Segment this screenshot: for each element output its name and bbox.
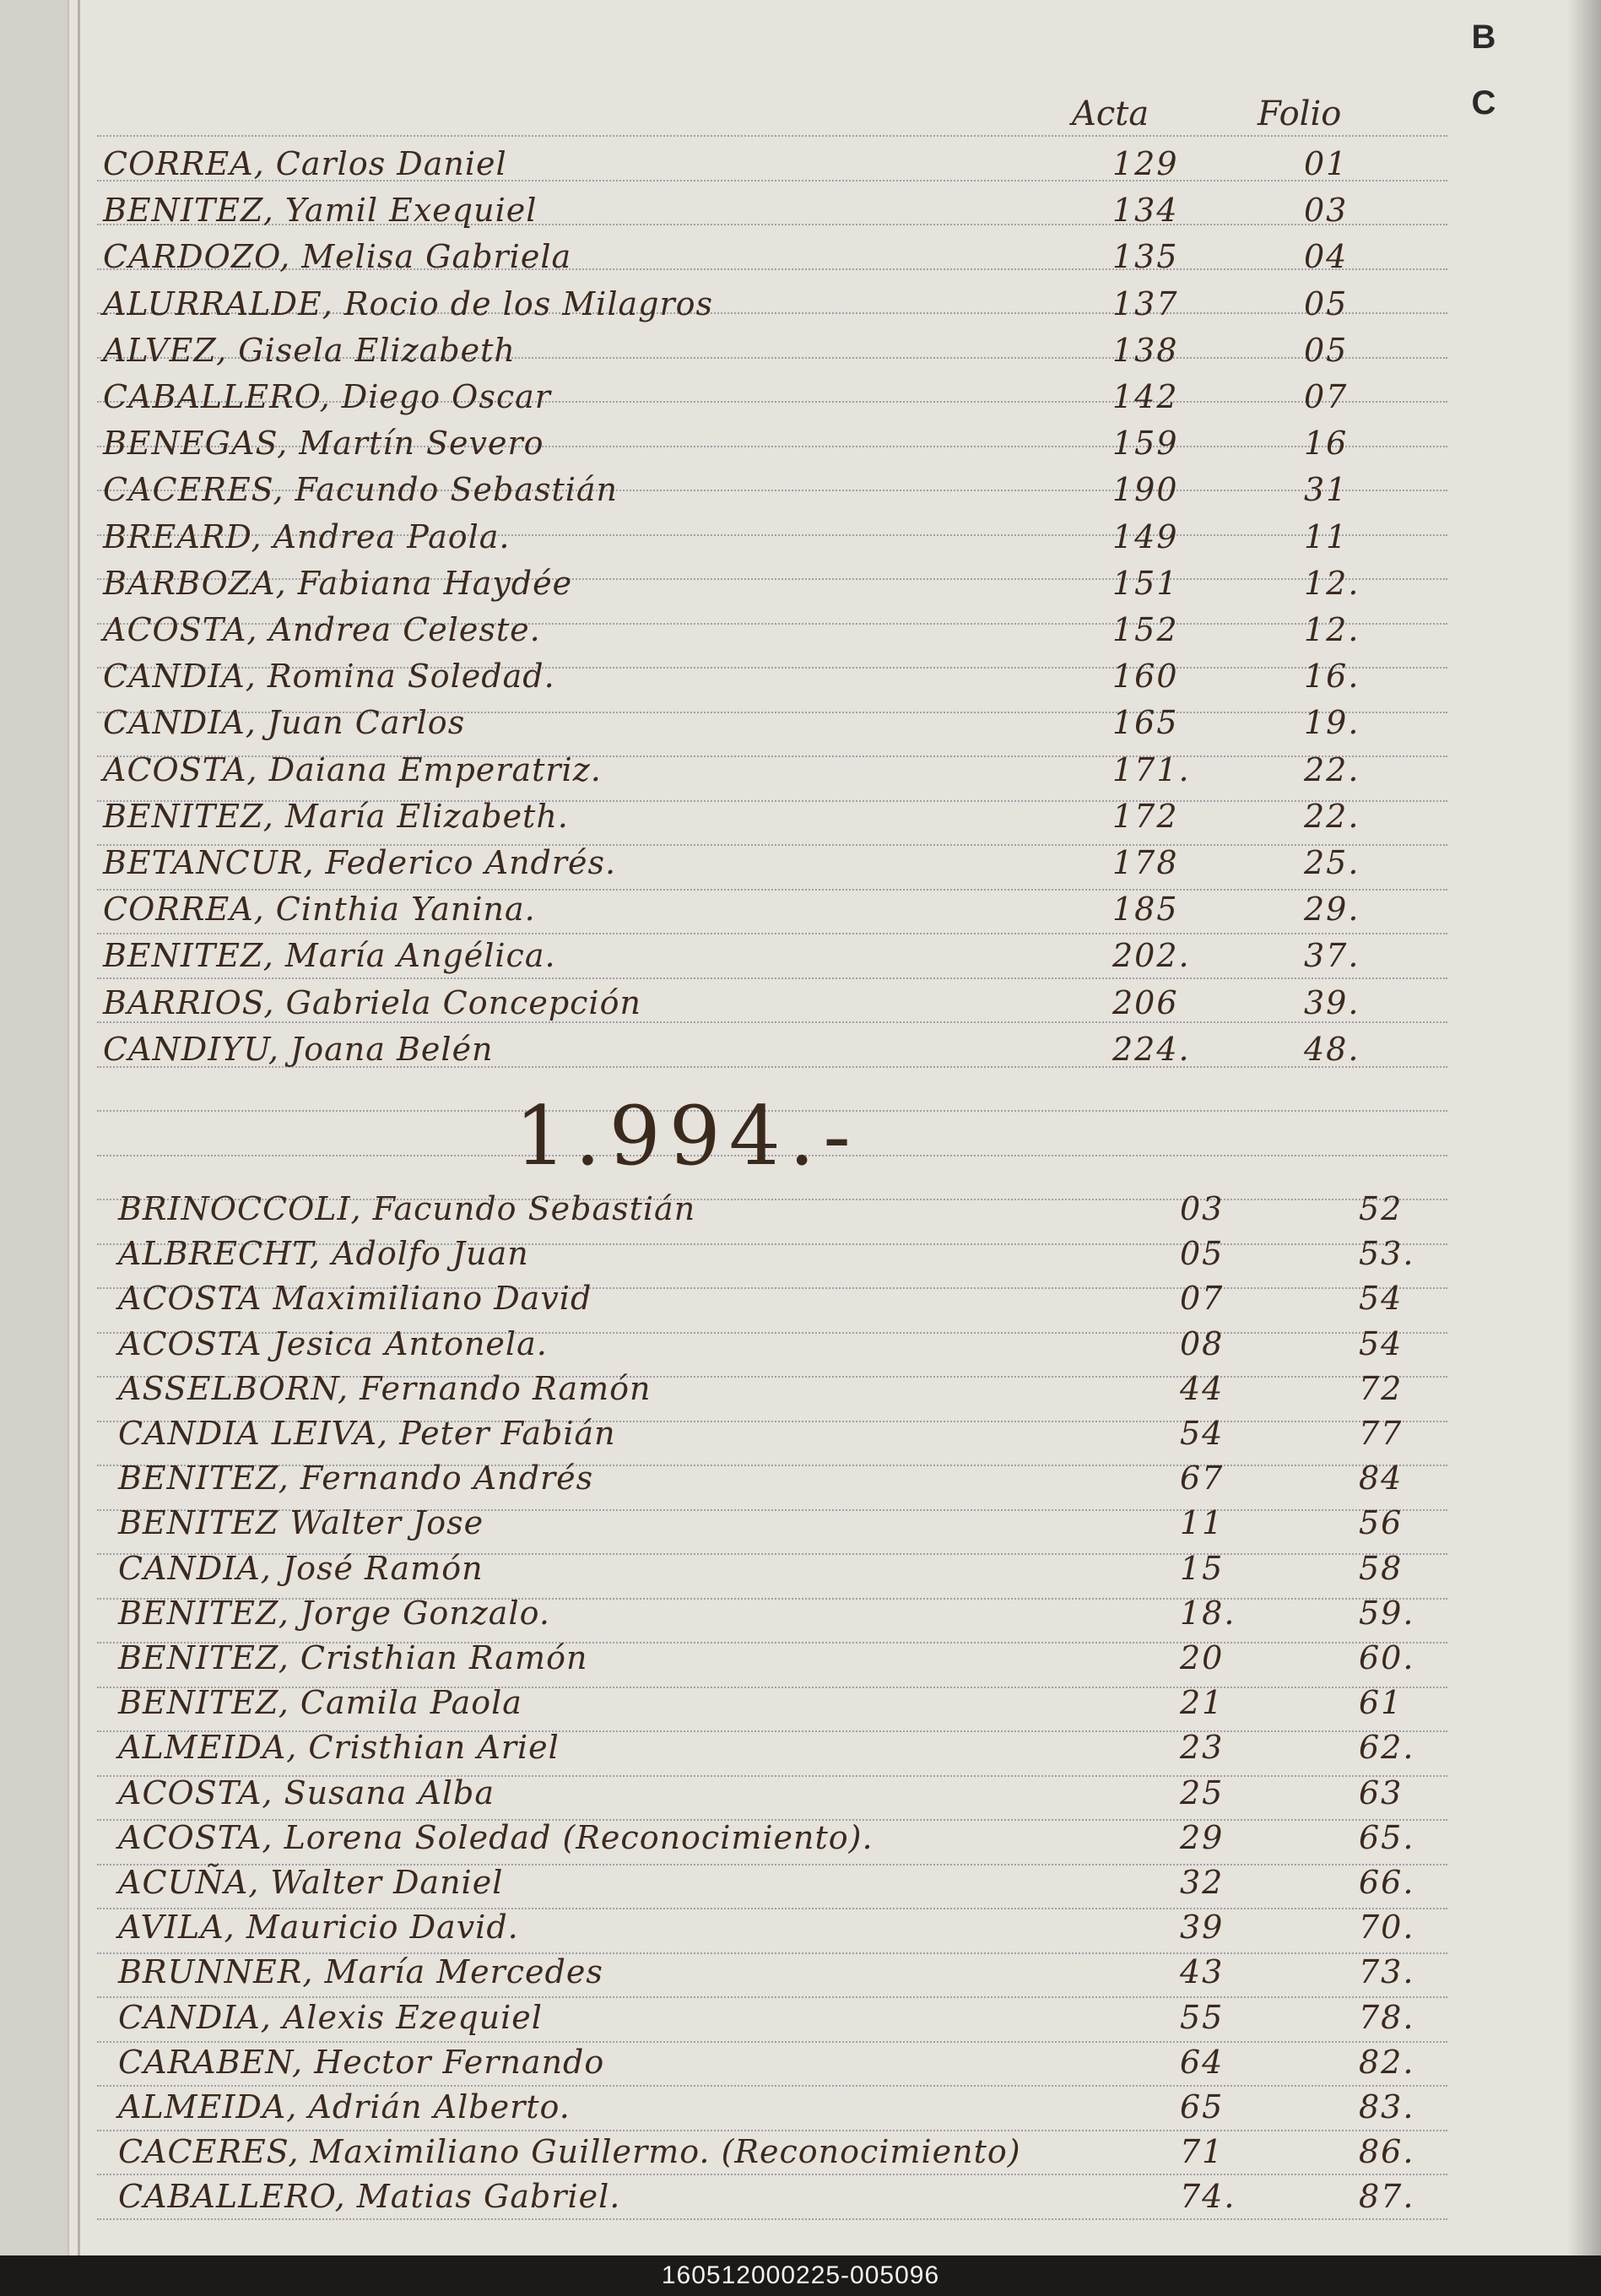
entry-folio: 37.: [1304, 937, 1360, 974]
entry-name: ALMEIDA, Adrián Alberto.: [118, 2088, 571, 2125]
entry-name: CORREA, Cinthia Yanina.: [103, 891, 536, 928]
entry-acta: 43: [1180, 1953, 1225, 1990]
entry-acta: 64: [1180, 2044, 1225, 2081]
entry-acta: 65: [1180, 2088, 1225, 2125]
entry-name: BARRIOS, Gabriela Concepción: [103, 984, 641, 1021]
entry-acta: 71: [1180, 2133, 1225, 2170]
ledger-entry: [0, 1550, 1601, 1594]
entry-acta: 137: [1112, 285, 1179, 322]
entry-folio: 66.: [1359, 1864, 1415, 1901]
ledger-entry: [0, 192, 1601, 236]
entry-folio: 52: [1359, 1190, 1404, 1227]
entry-acta: 11: [1180, 1504, 1225, 1541]
column-header-acta: Acta: [1072, 95, 1149, 133]
year-heading: 1.994.-: [515, 1089, 859, 1183]
entry-acta: 20: [1180, 1639, 1225, 1676]
entry-acta: 134: [1112, 192, 1179, 229]
entry-name: ACOSTA Jesica Antonela.: [118, 1325, 548, 1362]
ledger-entry: [0, 891, 1601, 934]
ledger-entry: [0, 425, 1601, 468]
entry-acta: 138: [1112, 332, 1179, 369]
entry-folio: 04: [1304, 238, 1349, 275]
entry-folio: 53.: [1359, 1235, 1415, 1272]
entry-folio: 25.: [1304, 844, 1360, 881]
ledger-entry: [0, 1504, 1601, 1548]
entry-name: BRUNNER, María Mercedes: [118, 1953, 603, 1990]
entry-name: BENITEZ, Cristhian Ramón: [118, 1639, 588, 1676]
entry-acta: 160: [1112, 658, 1179, 695]
entry-name: CANDIA, Juan Carlos: [103, 704, 466, 741]
entry-name: BETANCUR, Federico Andrés.: [103, 844, 617, 881]
ledger-entry: [0, 1819, 1601, 1863]
entry-acta: 21: [1180, 1684, 1225, 1721]
ledger-entry: [0, 704, 1601, 748]
ledger-entry: [0, 1595, 1601, 1638]
ledger-entry: [0, 937, 1601, 981]
entry-acta: 67: [1180, 1459, 1225, 1497]
entry-folio: 87.: [1359, 2178, 1415, 2215]
entry-folio: 16: [1304, 425, 1349, 462]
entry-acta: 32: [1180, 1864, 1225, 1901]
entry-name: BENITEZ Walter Jose: [118, 1504, 484, 1541]
entry-folio: 22.: [1304, 798, 1360, 835]
entry-folio: 84: [1359, 1459, 1404, 1497]
entry-folio: 61: [1359, 1684, 1404, 1721]
entry-folio: 65.: [1359, 1819, 1415, 1856]
entry-name: CARDOZO, Melisa Gabriela: [103, 238, 572, 275]
entry-folio: 56: [1359, 1504, 1404, 1541]
entry-folio: 78.: [1359, 1999, 1415, 2036]
ledger-entry: [0, 658, 1601, 701]
entry-name: AVILA, Mauricio David.: [118, 1909, 519, 1946]
ledger-entry: [0, 1235, 1601, 1279]
ledger-entry: [0, 1190, 1601, 1234]
entry-folio: 83.: [1359, 2088, 1415, 2125]
entry-folio: 12.: [1304, 611, 1360, 648]
entry-acta: 206: [1112, 984, 1179, 1021]
ledger-entry: [0, 1864, 1601, 1908]
ledger-entry: [0, 2133, 1601, 2177]
ledger-entry: [0, 2044, 1601, 2088]
ledger-entry: [0, 1325, 1601, 1369]
entry-folio: 12.: [1304, 565, 1360, 602]
ledger-entry: [0, 1370, 1601, 1414]
ledger-entry: [0, 1280, 1601, 1324]
ledger-entry: [0, 1999, 1601, 2043]
entry-folio: 62.: [1359, 1729, 1415, 1766]
entry-acta: 18.: [1180, 1595, 1236, 1632]
entry-name: CORREA, Carlos Daniel: [103, 145, 507, 182]
entry-folio: 03: [1304, 192, 1349, 229]
entry-folio: 31: [1304, 471, 1349, 508]
ledger-entry: [0, 1953, 1601, 1997]
entry-folio: 63: [1359, 1774, 1404, 1811]
entry-name: ACOSTA, Lorena Soledad (Reconocimiento).: [118, 1819, 874, 1856]
entry-name: CANDIA, Alexis Ezequiel: [118, 1999, 543, 2036]
entry-folio: 73.: [1359, 1953, 1415, 1990]
entry-acta: 172: [1112, 798, 1179, 835]
entry-acta: 224.: [1112, 1031, 1191, 1068]
entry-folio: 05: [1304, 332, 1349, 369]
entry-acta: 55: [1180, 1999, 1225, 2036]
entry-folio: 48.: [1304, 1031, 1360, 1068]
entry-name: CABALLERO, Matias Gabriel.: [118, 2178, 621, 2215]
entry-acta: 171.: [1112, 751, 1191, 788]
index-tab-b[interactable]: B: [1471, 19, 1496, 56]
entry-folio: 01: [1304, 145, 1349, 182]
entry-folio: 39.: [1304, 984, 1360, 1021]
entry-folio: 59.: [1359, 1595, 1415, 1632]
ledger-entry: [0, 2088, 1601, 2132]
entry-acta: 25: [1180, 1774, 1225, 1811]
entry-name: BENITEZ, Fernando Andrés: [118, 1459, 594, 1497]
ledger-entry: [0, 378, 1601, 422]
entry-name: BENEGAS, Martín Severo: [103, 425, 544, 462]
ledger-entry: [0, 844, 1601, 888]
entry-name: ASSELBORN, Fernando Ramón: [118, 1370, 652, 1407]
entry-name: ACOSTA, Andrea Celeste.: [103, 611, 541, 648]
entry-name: BENITEZ, Jorge Gonzalo.: [118, 1595, 550, 1632]
entry-folio: 05: [1304, 285, 1349, 322]
entry-acta: 129: [1112, 145, 1179, 182]
ledger-entry: [0, 751, 1601, 795]
ledger-entry: [0, 285, 1601, 329]
entry-name: ACOSTA, Daiana Emperatriz.: [103, 751, 602, 788]
entry-name: CACERES, Maximiliano Guillermo. (Reconocimiento): [118, 2133, 1021, 2170]
ledger-entry: [0, 1729, 1601, 1773]
entry-name: CANDIYU, Joana Belén: [103, 1031, 494, 1068]
entry-folio: 77: [1359, 1415, 1404, 1452]
entry-folio: 07: [1304, 378, 1349, 415]
entry-acta: 185: [1112, 891, 1179, 928]
entry-folio: 60.: [1359, 1639, 1415, 1676]
entry-acta: 29: [1180, 1819, 1225, 1856]
entry-name: ALMEIDA, Cristhian Ariel: [118, 1729, 560, 1766]
entry-name: CABALLERO, Diego Oscar: [103, 378, 551, 415]
ledger-entry: [0, 471, 1601, 515]
entry-folio: 86.: [1359, 2133, 1415, 2170]
entry-acta: 178: [1112, 844, 1179, 881]
entry-name: CANDIA LEIVA, Peter Fabián: [118, 1415, 616, 1452]
entry-name: ALBRECHT, Adolfo Juan: [118, 1235, 529, 1272]
ledger-entry: [0, 1415, 1601, 1459]
ruled-line: [97, 135, 1447, 137]
entry-name: BENITEZ, Yamil Exequiel: [103, 192, 538, 229]
ledger-entry: [0, 798, 1601, 842]
entry-acta: 190: [1112, 471, 1179, 508]
entry-acta: 165: [1112, 704, 1179, 741]
column-header-folio: Folio: [1258, 95, 1342, 133]
entry-acta: 08: [1180, 1325, 1225, 1362]
ledger-entry: [0, 1031, 1601, 1075]
ledger-entry: [0, 565, 1601, 609]
entry-acta: 74.: [1180, 2178, 1236, 2215]
entry-name: CACERES, Facundo Sebastián: [103, 471, 619, 508]
entry-name: BENITEZ, Camila Paola: [118, 1684, 522, 1721]
entry-acta: 44: [1180, 1370, 1225, 1407]
ledger-entry: [0, 1909, 1601, 1952]
ledger-entry: [0, 332, 1601, 376]
entry-acta: 15: [1180, 1550, 1225, 1587]
entry-name: CARABEN, Hector Fernando: [118, 2044, 605, 2081]
entry-acta: 142: [1112, 378, 1179, 415]
entry-name: CANDIA, José Ramón: [118, 1550, 484, 1587]
entry-folio: 70.: [1359, 1909, 1415, 1946]
index-tab-c[interactable]: C: [1471, 84, 1496, 122]
entry-name: CANDIA, Romina Soledad.: [103, 658, 555, 695]
entry-name: ALURRALDE, Rocio de los Milagros: [103, 285, 714, 322]
entry-folio: 72: [1359, 1370, 1404, 1407]
entry-folio: 58: [1359, 1550, 1404, 1587]
entry-folio: 54: [1359, 1325, 1404, 1362]
entry-acta: 39: [1180, 1909, 1225, 1946]
entry-folio: 11: [1304, 518, 1349, 555]
entry-acta: 151: [1112, 565, 1179, 602]
entry-acta: 152: [1112, 611, 1179, 648]
entry-acta: 135: [1112, 238, 1179, 275]
entry-name: ALVEZ, Gisela Elizabeth: [103, 332, 516, 369]
entry-acta: 149: [1112, 518, 1179, 555]
entry-acta: 23: [1180, 1729, 1225, 1766]
entry-acta: 05: [1180, 1235, 1225, 1272]
entry-acta: 03: [1180, 1190, 1225, 1227]
ledger-entry: [0, 984, 1601, 1028]
entry-acta: 159: [1112, 425, 1179, 462]
ledger-entry: [0, 1459, 1601, 1503]
entry-name: BRINOCCOLI, Facundo Sebastián: [118, 1190, 696, 1227]
entry-name: ACOSTA, Susana Alba: [118, 1774, 495, 1811]
entry-folio: 19.: [1304, 704, 1360, 741]
document-code: 160512000225-005096: [661, 2261, 940, 2289]
ledger-entry: [0, 611, 1601, 655]
entry-acta: 07: [1180, 1280, 1225, 1317]
ledger-entry: [0, 238, 1601, 282]
entry-name: ACOSTA Maximiliano David: [118, 1280, 592, 1317]
entry-acta: 202.: [1112, 937, 1191, 974]
entry-name: BREARD, Andrea Paola.: [103, 518, 511, 555]
entry-name: BENITEZ, María Angélica.: [103, 937, 556, 974]
entry-folio: 82.: [1359, 2044, 1415, 2081]
entry-name: BARBOZA, Fabiana Haydée: [103, 565, 573, 602]
ledger-entry: [0, 518, 1601, 562]
ledger-entry: [0, 145, 1601, 189]
ledger-entry: [0, 1684, 1601, 1728]
entry-folio: 22.: [1304, 751, 1360, 788]
ledger-entry: [0, 2178, 1601, 2222]
ledger-entry: [0, 1774, 1601, 1818]
entry-name: BENITEZ, María Elizabeth.: [103, 798, 569, 835]
ledger-entry: [0, 1639, 1601, 1683]
entry-folio: 54: [1359, 1280, 1404, 1317]
entry-acta: 54: [1180, 1415, 1225, 1452]
entry-folio: 16.: [1304, 658, 1360, 695]
entry-folio: 29.: [1304, 891, 1360, 928]
entry-name: ACUÑA, Walter Daniel: [118, 1864, 504, 1901]
